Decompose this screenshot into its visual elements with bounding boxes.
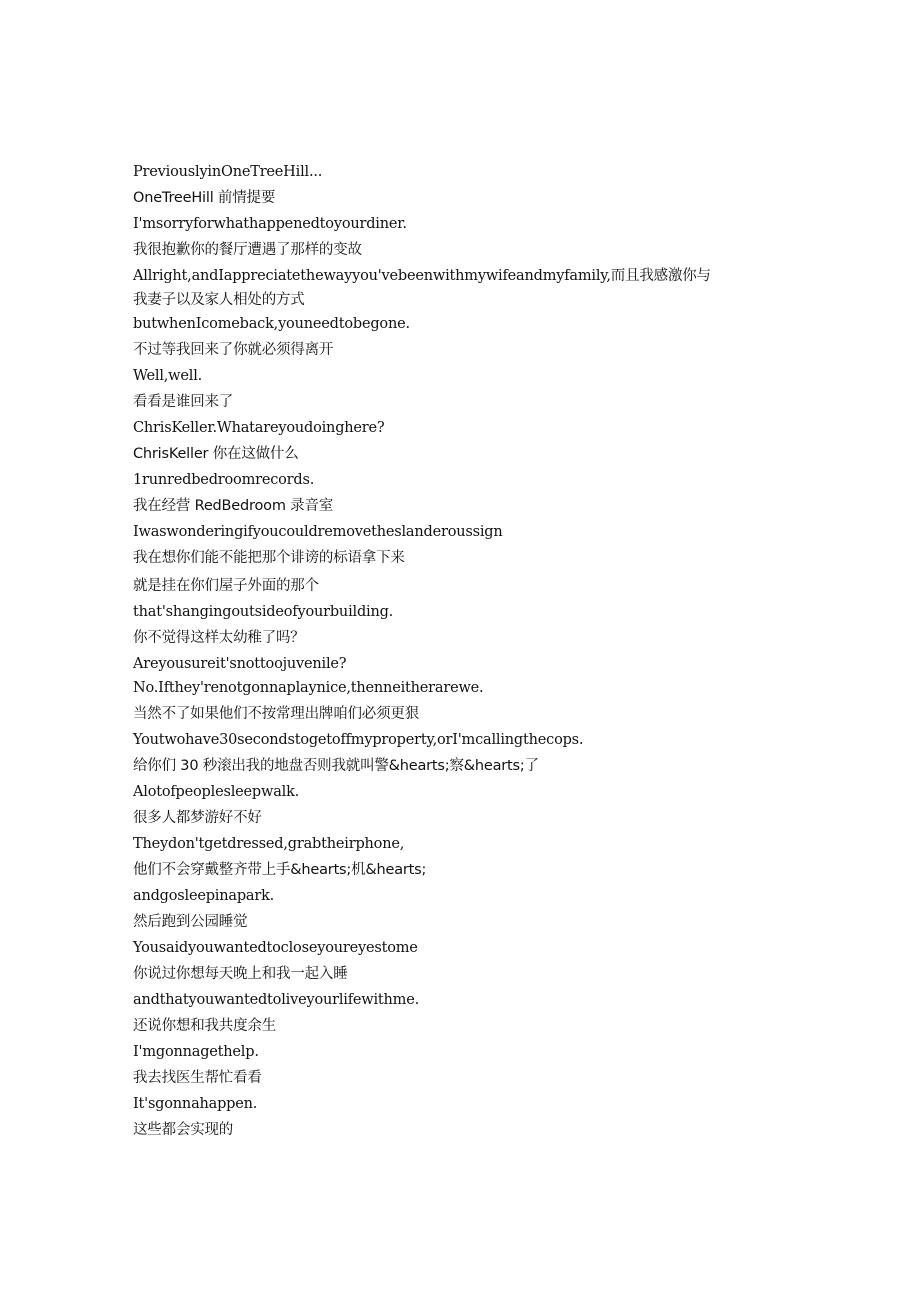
subtitle-line: Alotofpeoplesleepwalk. [133, 784, 300, 800]
subtitle-line: Areyousureit'snottoojuvenile? [133, 656, 347, 672]
subtitle-line: Well,well. [133, 368, 203, 384]
subtitle-transcript [133, 160, 733, 1144]
subtitle-line: 这些都会实现的 [133, 1122, 234, 1138]
subtitle-line: 我在想你们能不能把那个诽谤的标语拿下来 [133, 550, 405, 566]
subtitle-line: 你说过你想每天晚上和我一起入睡 [133, 966, 348, 982]
subtitle-line: 我去找医生帮忙看看 [133, 1070, 262, 1086]
subtitle-line: Yousaidyouwantedtocloseyoureyestome [133, 940, 418, 956]
subtitle-line: Allright,andIappreciatethewayyou'vebeenwithmywifeandmyfamily,而且我感激你与我妻子以及家人相处的方式 [133, 268, 711, 308]
subtitle-line: 然后跑到公园睡觉 [133, 914, 248, 930]
subtitle-line: 还说你想和我共度余生 [133, 1018, 276, 1034]
subtitle-line: that'shangingoutsideofyourbuilding. [133, 604, 394, 620]
subtitle-line: 我在经营 RedBedroom 录音室 [133, 498, 334, 514]
subtitle-line: It'sgonnahappen. [133, 1096, 258, 1112]
subtitle-line: 你不觉得这样太幼稚了吗？ [133, 630, 305, 646]
subtitle-line: ChrisKeller 你在这做什么 [133, 446, 299, 462]
subtitle-line: 我很抱歉你的餐厅遭遇了那样的变故 [133, 242, 362, 258]
subtitle-line: I'mgonnagethelp. [133, 1044, 259, 1060]
subtitle-line: 不过等我回来了你就必须得离开 [133, 342, 334, 358]
subtitle-line: 当然不了如果他们不按常理出牌咱们必须更狠 [133, 706, 419, 722]
subtitle-line: Theydon'tgetdressed,grabtheirphone, [133, 836, 405, 852]
subtitle-line: 看看是谁回来了 [133, 394, 234, 410]
subtitle-line: 他们不会穿戴整齐带上手&hearts;机&hearts; [133, 862, 427, 878]
subtitle-line: 给你们 30 秒滚出我的地盘否则我就叫警&hearts;察&hearts;了 [133, 758, 539, 774]
subtitle-line: andgosleepinapark. [133, 888, 275, 904]
subtitle-line: Iwaswonderingifyoucouldremovetheslanderoussign [133, 524, 503, 540]
subtitle-line: OneTreeHill 前情提要 [133, 190, 276, 206]
subtitle-line: 1runredbedroomrecords. [133, 472, 315, 488]
subtitle-line: 就是挂在你们屋子外面的那个 [133, 578, 319, 594]
subtitle-line: 很多人都梦游好不好 [133, 810, 262, 826]
subtitle-line: butwhenIcomeback,youneedtobegone. [133, 316, 410, 332]
subtitle-line: Youtwohave30secondstogetoffmyproperty,orI'mcallingthecops. [133, 732, 584, 748]
subtitle-line: No.Ifthey'renotgonnaplaynice,thenneitherarewe. [133, 680, 484, 696]
subtitle-line: PreviouslyinOneTreeHill... [133, 164, 323, 180]
subtitle-line: I'msorryforwhathappenedtoyourdiner. [133, 216, 407, 232]
subtitle-line: ChrisKeller.Whatareyoudoinghere? [133, 420, 385, 436]
subtitle-line: andthatyouwantedtoliveyourlifewithme. [133, 992, 420, 1008]
